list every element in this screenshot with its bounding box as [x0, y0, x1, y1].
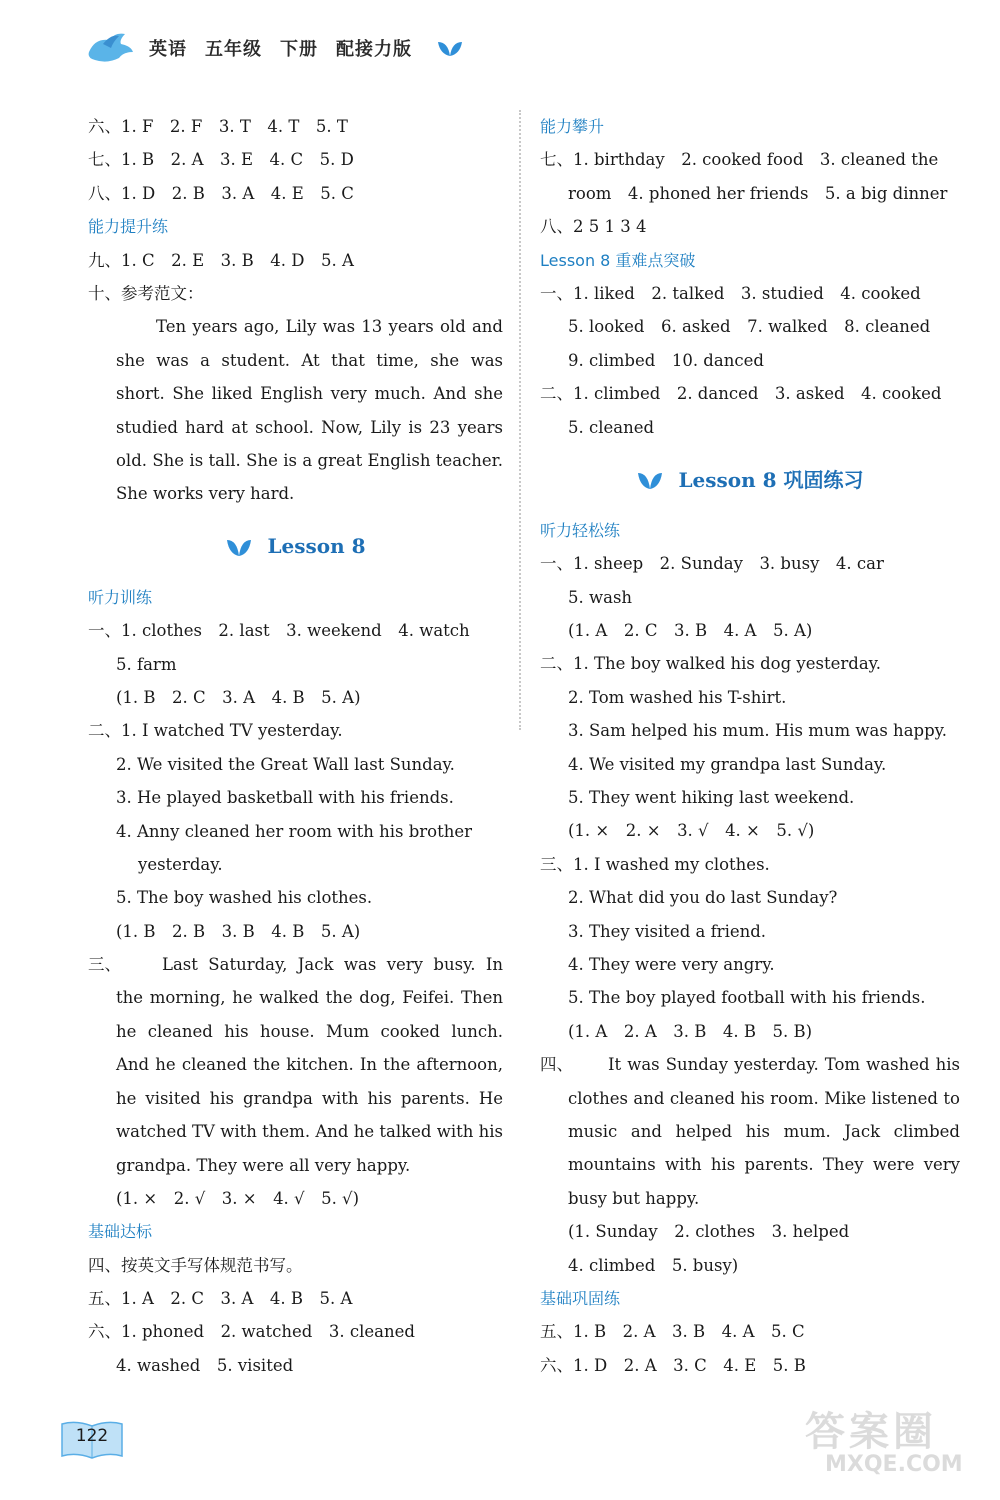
watermark [795, 1400, 985, 1490]
answer-line: 5. They went hiking last weekend. [568, 788, 855, 808]
answer-line: (1. B 2. C 3. A 4. B 5. A) [116, 687, 361, 707]
answer-line: 4. They were very angry. [568, 954, 775, 974]
section-heading: 听力轻松练 [540, 520, 621, 540]
page-number-badge [60, 1418, 124, 1462]
answer-line: 六、1. F 2. F 3. T 4. T 5. T [88, 117, 348, 136]
answer-line: 3. They visited a friend. [568, 921, 767, 941]
answer-line: 二、1. climbed 2. danced 3. asked 4. cooked [540, 384, 942, 404]
answer-line: 4. washed 5. visited [116, 1355, 294, 1375]
page-header [85, 28, 464, 68]
section-heading: 基础达标 [88, 1222, 153, 1242]
story-label: 四、 [540, 1055, 573, 1075]
lesson-title: Lesson 8 [267, 533, 366, 558]
answer-line: 八、2 5 1 3 4 [540, 217, 647, 237]
answer-line: 七、1. birthday 2. cooked food 3. cleaned the [540, 150, 939, 170]
sample-essay [88, 310, 503, 510]
header-title [149, 35, 430, 61]
story-label: 三、 [88, 955, 121, 975]
header-edition: 配接力版 [336, 39, 412, 60]
section-heading: Lesson 8 重难点突破 [540, 250, 696, 270]
header-grade: 五年级 [205, 39, 262, 60]
answer-line: 九、1. C 2. E 3. B 4. D 5. A [88, 250, 354, 270]
answer-line: 3. Sam helped his mum. His mum was happy. [568, 721, 948, 741]
answer-line: 四、按英文手写体规范书写。 [88, 1255, 303, 1275]
section-heading: 听力训练 [88, 587, 153, 607]
answer-line: 2. Tom washed his T-shirt. [568, 687, 787, 707]
leaf-icon [636, 467, 664, 491]
section-heading: 能力攀升 [540, 117, 605, 136]
answer-line: room 4. phoned her friends 5. a big dinner [568, 183, 948, 203]
answer-line: 一、1. liked 2. talked 3. studied 4. cooked [540, 283, 921, 303]
answer-line: 七、1. B 2. A 3. E 4. C 5. D [88, 150, 354, 170]
section-heading: 基础巩固练 [540, 1288, 621, 1308]
leaf-icon [436, 38, 464, 58]
story-text: It was Sunday yesterday. Tom washed his clothes and cleaned his room. Mike listened to music and helped his mum. Jack climbed mountains with his parents. They were very busy but happy. [568, 1055, 960, 1208]
story-text-wrap [116, 948, 503, 1182]
answer-line: 十、参考范文： [88, 283, 204, 303]
right-column [540, 110, 960, 1382]
column-divider [519, 110, 521, 730]
answer-line: (1. A 2. C 3. B 4. A 5. A) [568, 621, 813, 641]
story-block [540, 1048, 960, 1215]
answer-line: 9. climbed 10. danced [568, 350, 764, 370]
lesson-heading [88, 511, 503, 581]
answer-line: 二、1. The boy walked his dog yesterday. [540, 654, 882, 674]
answer-line: (1. Sunday 2. clothes 3. helped [568, 1222, 850, 1242]
watermark-top: 答案圈 [805, 1409, 937, 1455]
leaf-icon [225, 534, 253, 558]
answer-line: yesterday. [138, 854, 223, 874]
answer-line: 一、1. sheep 2. Sunday 3. busy 4. car [540, 554, 884, 574]
answer-line: 5. The boy washed his clothes. [116, 888, 373, 908]
answer-line: (1. × 2. √ 3. × 4. √ 5. √) [116, 1188, 360, 1208]
answer-line: 4. climbed 5. busy) [568, 1255, 739, 1275]
answer-line: 三、1. I washed my clothes. [540, 854, 770, 874]
lesson-heading [540, 444, 960, 514]
answer-line: 2. We visited the Great Wall last Sunday. [116, 754, 455, 774]
answer-line: 5. looked 6. asked 7. walked 8. cleaned [568, 317, 931, 337]
answer-line: (1. B 2. B 3. B 4. B 5. A) [116, 921, 361, 941]
answer-line: (1. A 2. A 3. B 4. B 5. B) [568, 1021, 813, 1041]
answer-line: 一、1. clothes 2. last 3. weekend 4. watch [88, 621, 470, 641]
story-text: Last Saturday, Jack was very busy. In the morning, he walked the dog, Feifei. Then he cleaned his house. Mum cooked lunch. And he cleaned the kitchen. In the afternoon, he visited his grandpa with his parents. He watched TV with them. And he talked with his grandpa. They were all very happy. [116, 955, 503, 1175]
answer-line: 3. He played basketball with his friends. [116, 788, 454, 808]
page-number: 122 [75, 1426, 109, 1446]
story-block [88, 948, 503, 1182]
answer-line: 5. The boy played football with his friends. [568, 988, 926, 1008]
answer-line: 二、1. I watched TV yesterday. [88, 721, 343, 741]
answer-line: 六、1. D 2. A 3. C 4. E 5. B [540, 1355, 806, 1375]
section-heading: 能力提升练 [88, 217, 169, 237]
answer-line: 5. cleaned [568, 417, 655, 437]
story-text-wrap [568, 1048, 960, 1215]
bird-logo-icon [85, 30, 135, 66]
answer-line: (1. × 2. × 3. √ 4. × 5. √) [568, 821, 815, 841]
answer-line: 五、1. A 2. C 3. A 4. B 5. A [88, 1289, 353, 1309]
left-column [88, 110, 503, 1382]
header-subject: 英语 [149, 39, 187, 60]
answer-line: 4. We visited my grandpa last Sunday. [568, 754, 887, 774]
watermark-bottom: MXQE.COM [825, 1452, 963, 1477]
lesson-title: Lesson 8 巩固练习 [678, 468, 864, 493]
answer-line: 五、1. B 2. A 3. B 4. A 5. C [540, 1322, 805, 1342]
sample-essay-text: Ten years ago, Lily was 13 years old and she was a student. At that time, she was short. She liked English very much. And she studied hard at school. Now, Lily is 23 years old. She is tall. She is a great English teacher. She works very hard. [116, 317, 503, 504]
header-term: 下册 [280, 39, 318, 60]
answer-line: 4. Anny cleaned her room with his brother [116, 821, 473, 841]
answer-line: 5. farm [116, 654, 177, 674]
answer-line: 八、1. D 2. B 3. A 4. E 5. C [88, 183, 354, 203]
answer-line: 5. wash [568, 587, 633, 607]
answer-line: 六、1. phoned 2. watched 3. cleaned [88, 1322, 415, 1342]
answer-line: 2. What did you do last Sunday? [568, 888, 838, 908]
